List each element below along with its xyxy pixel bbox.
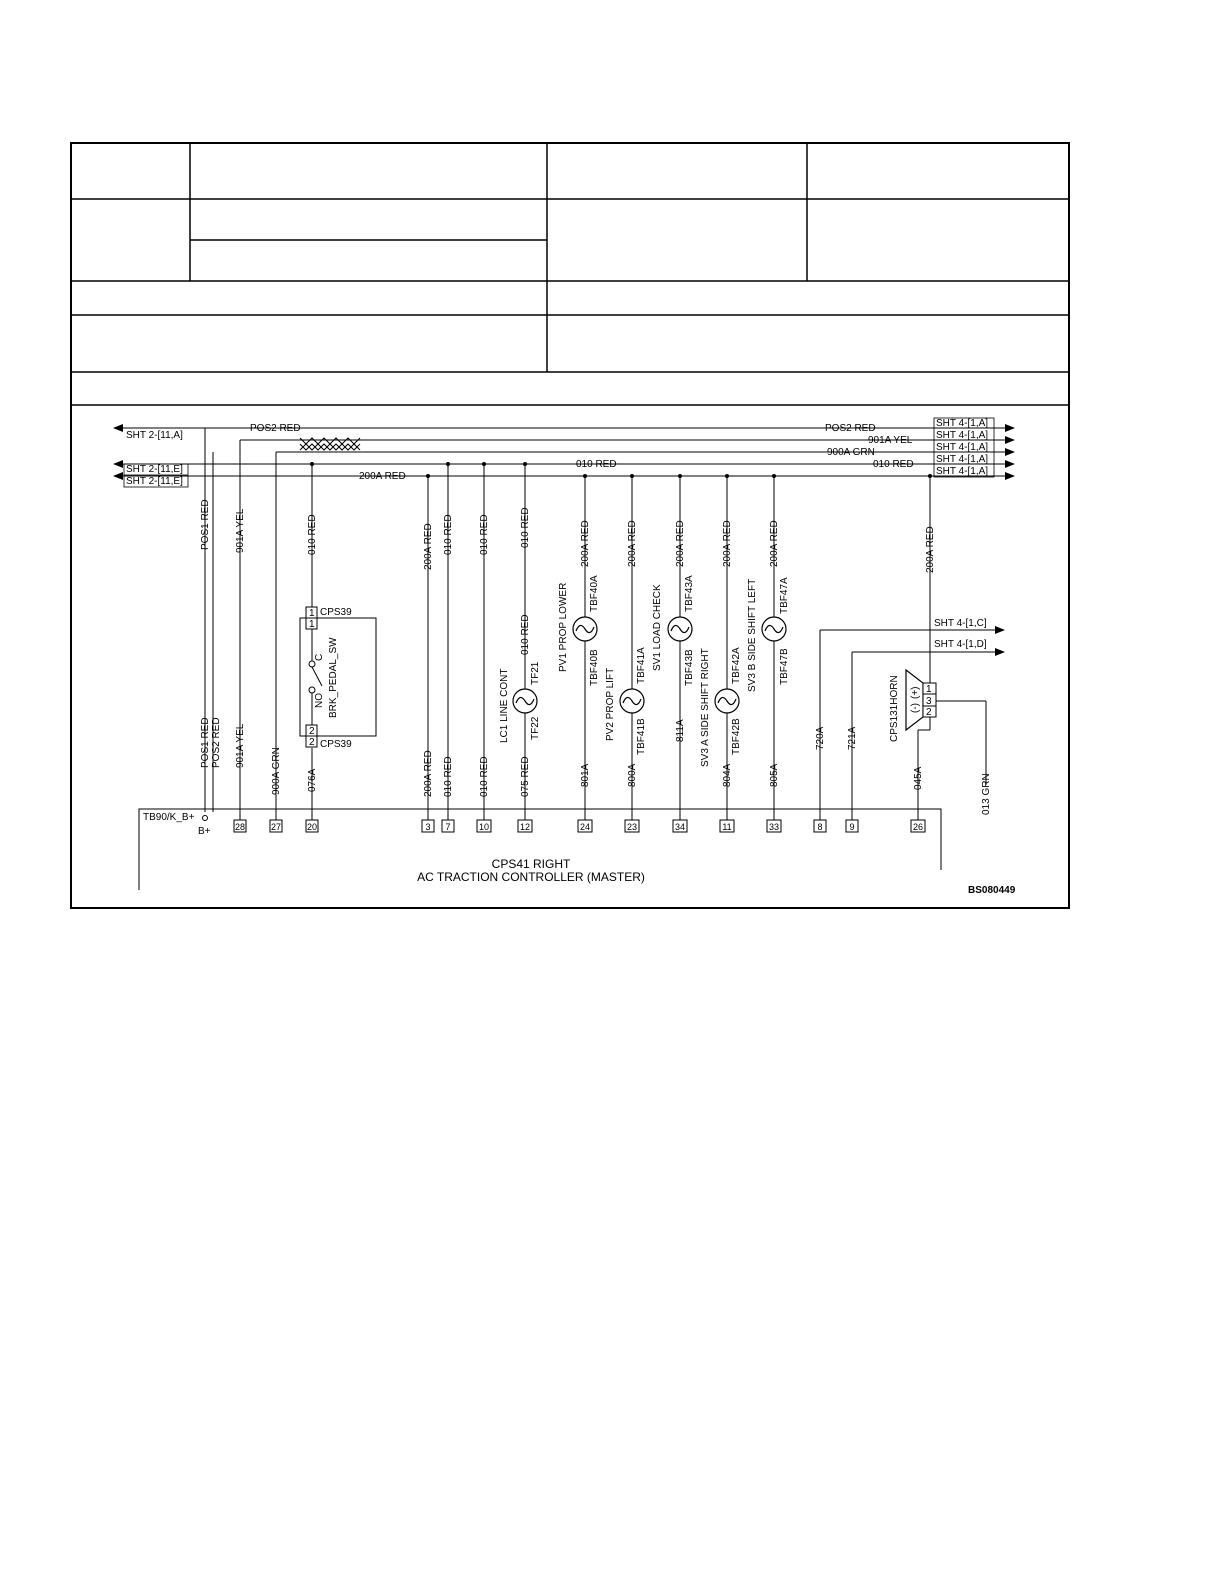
label-sv3a: SV3 A SIDE SHIFT RIGHT bbox=[700, 648, 711, 767]
cps39-pin1-label-a: 1 bbox=[309, 608, 315, 619]
label-pos2-lower: POS2 RED bbox=[211, 717, 222, 768]
bplus-label: B+ bbox=[198, 826, 211, 837]
ref-sht4-a-2: SHT 4-[1,A] bbox=[936, 430, 989, 441]
svg-text:3: 3 bbox=[425, 822, 431, 832]
label-tf21: TF21 bbox=[530, 661, 541, 685]
pin-9 bbox=[846, 820, 858, 832]
label-200a-lower: 200A RED bbox=[423, 750, 434, 797]
pin-3 bbox=[422, 820, 434, 832]
label-075-lower: 075 RED bbox=[520, 756, 531, 797]
cps39-pin1-label-b: 1 bbox=[309, 619, 315, 630]
drawing-id: BS080449 bbox=[968, 885, 1016, 896]
label-lc1: LC1 LINE CONT bbox=[499, 668, 510, 743]
svg-text:8: 8 bbox=[817, 822, 823, 832]
label-721a-lower: 721A bbox=[847, 726, 858, 750]
label-pos2-left: POS2 RED bbox=[250, 423, 301, 434]
label-tbf40a: TBF40A bbox=[589, 575, 600, 612]
ref-sht4-a-3: SHT 4-[1,A] bbox=[936, 442, 989, 453]
label-pos2-right: POS2 RED bbox=[825, 423, 876, 434]
label-901a-right: 901A YEL bbox=[868, 435, 913, 446]
label-804a-lower: 804A bbox=[722, 763, 733, 787]
coil-sv1 bbox=[668, 617, 692, 641]
brake-pedal-switch bbox=[300, 607, 376, 750]
label-tbf43b: TBF43B bbox=[684, 649, 695, 686]
pin-7 bbox=[442, 820, 454, 832]
pin-33 bbox=[767, 820, 781, 832]
label-tf22: TF22 bbox=[530, 716, 541, 740]
bplus-terminal bbox=[203, 816, 208, 821]
label-010-lower-7: 010 RED bbox=[443, 756, 454, 797]
coil-pv1 bbox=[573, 617, 597, 641]
pin-8 bbox=[814, 820, 826, 832]
coil-sv3a bbox=[715, 689, 739, 713]
pin-28 bbox=[234, 820, 246, 832]
label-tbf42a: TBF42A bbox=[731, 647, 742, 684]
label-tbf43a: TBF43A bbox=[684, 575, 695, 612]
header-table bbox=[71, 143, 1069, 908]
pin-34 bbox=[673, 820, 687, 832]
coil-lc1 bbox=[513, 689, 537, 713]
svg-text:34: 34 bbox=[674, 822, 686, 832]
lower-wire-labels bbox=[200, 717, 992, 815]
label-801a-lower: 801A bbox=[580, 763, 591, 787]
twist-symbol-a bbox=[300, 438, 360, 444]
label-200a-upper-horn: 200A RED bbox=[925, 526, 936, 573]
outer-frame bbox=[71, 143, 1069, 908]
label-805a-lower: 805A bbox=[769, 763, 780, 787]
coils bbox=[513, 617, 786, 713]
svg-text:27: 27 bbox=[270, 822, 282, 832]
pin-24 bbox=[578, 820, 592, 832]
coil-pv2 bbox=[620, 689, 644, 713]
ref-sht2-e-1: SHT 2-[11,E] bbox=[126, 464, 183, 475]
svg-text:33: 33 bbox=[768, 822, 780, 832]
label-tbf47a: TBF47A bbox=[779, 577, 790, 614]
switch-lever bbox=[312, 667, 322, 686]
ref-sht2-e-2: SHT 2-[11,E] bbox=[126, 476, 183, 487]
label-010-upper-7: 010 RED bbox=[443, 514, 454, 555]
label-010-lower-10: 010 RED bbox=[479, 756, 490, 797]
coil-sv3b bbox=[762, 617, 786, 641]
label-sv3b: SV3 B SIDE SHIFT LEFT bbox=[747, 578, 758, 692]
pin-20 bbox=[306, 820, 318, 832]
label-010-right: 010 RED bbox=[873, 459, 914, 470]
label-901a-lower: 901A YEL bbox=[235, 723, 246, 768]
ref-sht4-c: SHT 4-[1,C] bbox=[934, 618, 987, 629]
controller-name-1: CPS41 RIGHT bbox=[491, 857, 571, 871]
pin-27 bbox=[270, 820, 282, 832]
label-800a-lower: 800A bbox=[627, 763, 638, 787]
cps39-label-top: CPS39 bbox=[320, 607, 352, 618]
label-200a-upper-sv3b: 200A RED bbox=[769, 520, 780, 567]
horn bbox=[889, 670, 936, 742]
label-013-grn-lower: 013 GRN bbox=[981, 773, 992, 815]
horn-pin3: 3 bbox=[926, 696, 932, 707]
horn-pin2: 2 bbox=[926, 707, 932, 718]
svg-text:26: 26 bbox=[912, 822, 924, 832]
label-200a-upper-pv2: 200A RED bbox=[627, 520, 638, 567]
label-tbf40b: TBF40B bbox=[589, 649, 600, 686]
horn-minus: (-) bbox=[910, 703, 921, 713]
label-010-upper-12: 010 RED bbox=[520, 507, 531, 548]
svg-text:23: 23 bbox=[626, 822, 638, 832]
svg-text:7: 7 bbox=[445, 822, 451, 832]
device-labels bbox=[499, 575, 790, 767]
label-tbf47b: TBF47B bbox=[779, 648, 790, 685]
pin-11 bbox=[720, 820, 734, 832]
label-076a-lower: 076A bbox=[307, 768, 318, 792]
label-200a-upper-sv1: 200A RED bbox=[675, 520, 686, 567]
ref-sht4-a-4: SHT 4-[1,A] bbox=[936, 454, 989, 465]
label-010-mid: 010 RED bbox=[576, 459, 617, 470]
pin-12 bbox=[518, 820, 532, 832]
twist-symbol-c bbox=[300, 444, 360, 450]
horn-name: CPS131HORN bbox=[889, 675, 900, 742]
ref-sht4-d: SHT 4-[1,D] bbox=[934, 639, 987, 650]
terminal-block-label: TB90/K_B+ bbox=[143, 812, 195, 823]
label-900a-right: 900A GRN bbox=[827, 447, 875, 458]
ref-sht4-a-1: SHT 4-[1,A] bbox=[936, 418, 989, 429]
label-tbf41b: TBF41B bbox=[636, 718, 647, 755]
label-tbf42b: TBF42B bbox=[731, 718, 742, 755]
ref-sht2-a: SHT 2-[11,A] bbox=[126, 430, 183, 441]
switch-contact-no bbox=[309, 687, 315, 693]
label-200a-upper-sv3a: 200A RED bbox=[722, 520, 733, 567]
label-pos1-lower: POS1 RED bbox=[200, 717, 211, 768]
label-045a-lower: 045A bbox=[913, 766, 924, 790]
svg-text:12: 12 bbox=[519, 822, 531, 832]
vertical-wires bbox=[205, 428, 1004, 820]
label-pv1: PV1 PROP LOWER bbox=[558, 582, 569, 672]
label-010-upper-lc1: 010 RED bbox=[520, 614, 531, 655]
label-811a-lower: 811A bbox=[675, 719, 686, 742]
cps39-pin2-label-b: 2 bbox=[309, 737, 315, 748]
switch-no-label: NO bbox=[314, 693, 325, 708]
label-720a-lower: 720A bbox=[815, 726, 826, 750]
horn-body bbox=[906, 670, 923, 730]
horn-plus: (+) bbox=[910, 686, 921, 699]
label-200a-upper-3: 200A RED bbox=[423, 523, 434, 570]
label-900a-lower: 900A GRN bbox=[271, 747, 282, 795]
label-010-upper-10: 010 RED bbox=[479, 514, 490, 555]
label-pv2: PV2 PROP LIFT bbox=[605, 667, 616, 741]
label-pos1-upper: POS1 RED bbox=[200, 499, 211, 550]
controller-name-2: AC TRACTION CONTROLLER (MASTER) bbox=[417, 870, 645, 884]
svg-text:24: 24 bbox=[579, 822, 591, 832]
label-010-upper-sw: 010 RED bbox=[307, 514, 318, 555]
label-tbf41a: TBF41A bbox=[636, 647, 647, 684]
label-sv1: SV1 LOAD CHECK bbox=[652, 584, 663, 671]
label-901a-upper: 901A YEL bbox=[235, 508, 246, 553]
svg-text:11: 11 bbox=[722, 822, 732, 832]
horn-pin1: 1 bbox=[926, 684, 932, 695]
pin-10 bbox=[477, 820, 491, 832]
label-200a-mid: 200A RED bbox=[359, 471, 406, 482]
cps39-pin2-label-a: 2 bbox=[309, 726, 315, 737]
label-200a-upper-pv1: 200A RED bbox=[580, 520, 591, 567]
svg-text:10: 10 bbox=[478, 822, 490, 832]
pin-23 bbox=[625, 820, 639, 832]
pin-26 bbox=[911, 820, 925, 832]
controller-pins bbox=[234, 820, 925, 832]
cps39-label-bottom: CPS39 bbox=[320, 739, 352, 750]
switch-c-label: C bbox=[314, 653, 325, 661]
svg-text:20: 20 bbox=[306, 822, 318, 832]
svg-text:28: 28 bbox=[234, 822, 246, 832]
switch-name-label: BRK_PEDAL_SW bbox=[328, 637, 339, 718]
svg-text:9: 9 bbox=[849, 822, 855, 832]
ref-sht4-a-5: SHT 4-[1,A] bbox=[936, 466, 989, 477]
